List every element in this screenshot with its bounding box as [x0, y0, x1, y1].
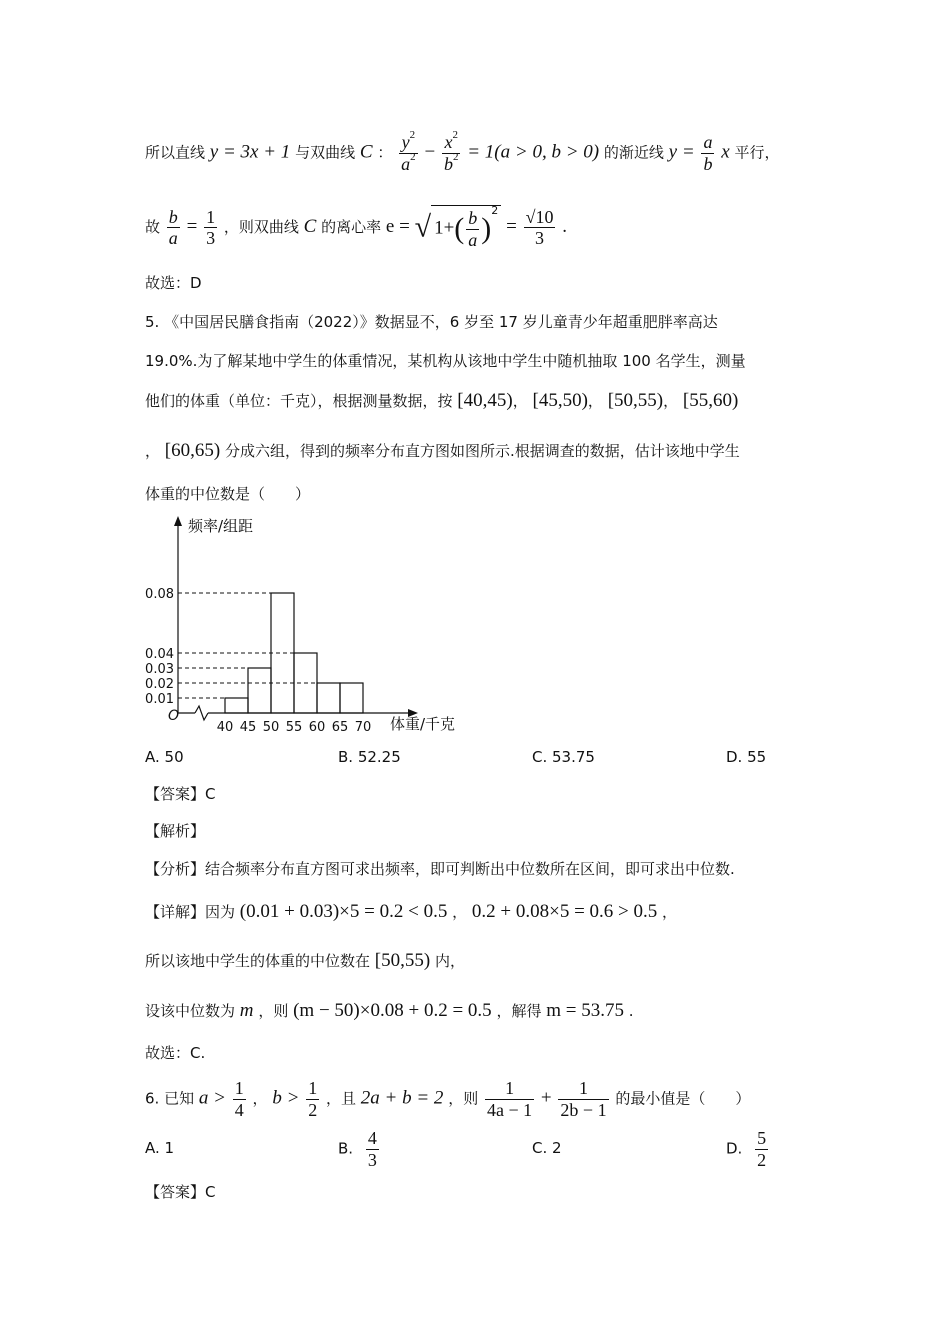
hyperbola-condition: = 1(a > 0, b > 0) — [467, 141, 600, 163]
option-d: D. 55 — [726, 748, 767, 766]
interval: [40,45) — [457, 390, 513, 411]
detail-line-1: 【详解】因为 (0.01 + 0.03)×5 = 0.2 < 0.5 ， 0.2 + 0.08×5 = 0.6 > 0.5 ， — [145, 901, 678, 922]
detail-line-3: 设该中位数为 m ，则 (m − 50)×0.08 + 0.2 = 0.5 ，解得 m = 53.75 . — [145, 1000, 634, 1021]
analysis-text: 【分析】结合频率分布直方图可求出频率，即可判断出中位数所在区间，即可求出中位数. — [145, 860, 735, 878]
text: 已知 — [164, 1089, 195, 1108]
eccentricity-label: e = — [385, 216, 410, 238]
y-axis-label: 频率/组距 — [188, 517, 254, 535]
x-tick-label: 45 — [239, 720, 257, 735]
text: ，则双曲线 — [223, 218, 299, 237]
q5-line-1: 5. 《中国居民膳食指南（2022）》数据显不，6 岁至 17 岁儿童青少年超重肥胖率高达 — [145, 313, 718, 331]
asymptote-lhs: y = — [668, 141, 695, 163]
fraction-1-3: $\frac{1}{3}$ — [206, 206, 216, 249]
sqrt-icon: √ — [414, 210, 432, 244]
q5-line-4: ， [60,65) 分成六组，得到的频率分布直方图如图所示.根据调查的数据，估计该地中学生 — [145, 440, 740, 461]
line-equation: y = 3x + 1 — [209, 141, 291, 163]
x-tick-label: 65 — [331, 720, 349, 735]
q6-option-a: A. 1 — [145, 1139, 175, 1157]
equals: = — [186, 216, 198, 238]
option-b: B. 52.25 — [338, 748, 401, 766]
text: 故 — [145, 218, 161, 237]
q6-option-c: C. 2 — [532, 1139, 562, 1157]
fraction-1-2b-1: $\frac{1}{2b - 1}$ — [560, 1078, 607, 1120]
answer-q5: 【答案】C — [145, 785, 216, 803]
text: 的渐近线 — [603, 143, 664, 162]
text: ，且 — [325, 1089, 356, 1108]
text: 他们的体重（单位：千克），根据测量数据，按 — [145, 392, 453, 410]
sqrt-body: 1+( $\frac{b}{a}$ )$^2$ — [431, 205, 501, 250]
text: 分成六组，得到的频率分布直方图如图所示.根据调查的数据，估计该地中学生 — [224, 442, 740, 460]
solution-line-1: 所以直线 y = 3x + 1 与双曲线 C ： $\frac{y^2}{a^2}$ − $\frac{x^2}{b^2}$ = 1(a > 0, b > 0) 的渐近线 y = $\frac{a}{b}$ x 平行， — [145, 129, 780, 174]
histogram-bar — [317, 683, 340, 713]
fraction-y2-a2: $\frac{y^2}{a^2}$ — [401, 129, 416, 174]
interval: [50,55) — [374, 950, 431, 971]
text: 的离心率 — [321, 218, 382, 237]
inequality: a > — [198, 1087, 226, 1109]
histogram-bar — [225, 698, 248, 713]
interval: [45,50) — [532, 390, 588, 411]
fraction-1-2: $\frac{1}{2}$ — [308, 1078, 318, 1120]
interval: [50,55) — [607, 390, 664, 411]
histogram-bar — [340, 683, 363, 713]
q5-line-3: 他们的体重（单位：千克），根据测量数据，按 [40,45)， [45,50)， [50,55)， [55,60) — [145, 390, 739, 411]
condition: 2a + b = 2 — [360, 1087, 444, 1109]
histogram-bar — [248, 668, 271, 713]
q5-line-5: 体重的中位数是（ ） — [145, 485, 311, 503]
axis-break-icon — [195, 706, 208, 720]
text: 所以该地中学生的体重的中位数在 — [145, 952, 371, 970]
text: 平行， — [734, 143, 780, 162]
question-number: 6. — [145, 1089, 160, 1108]
x-tick-label: 40 — [216, 720, 234, 735]
origin-label: O — [168, 708, 180, 724]
equation: (0.01 + 0.03)×5 = 0.2 < 0.5 — [239, 901, 448, 922]
var-m: m — [239, 1000, 254, 1021]
answer-final-q5: 故选：C. — [145, 1044, 206, 1062]
q6-line: 6. 已知 a > $\frac{1}{4}$ ， b > $\frac{1}{2}$ ，且 2a + b = 2 ，则 $\frac{1}{4a - 1}$ + $\frac{1}{2b - 1}$ 的最小值是（ ） — [145, 1078, 751, 1120]
q5-line-2: 19.0%.为了解某地中学生的体重情况，某机构从该地中学生中随机抽取 100 名学生，测量 — [145, 352, 746, 370]
x-tick-label: 50 — [262, 720, 280, 735]
text: ，则 — [258, 1002, 289, 1020]
x-tick-label: 55 — [285, 720, 303, 735]
y-tick-label: 0.01 — [145, 692, 174, 707]
x-tick-label: 70 — [354, 720, 372, 735]
curve-name: C — [303, 216, 317, 238]
fraction-root10-3: $\frac{√10}{3}$ — [525, 206, 554, 249]
period: . — [562, 216, 567, 238]
y-tick-label: 0.04 — [145, 647, 174, 662]
curve-name: C — [359, 141, 373, 163]
text: ，则 — [448, 1089, 479, 1108]
text: 的最小值是（ ） — [615, 1089, 751, 1108]
var-x: x — [721, 141, 730, 163]
text: ，解得 — [496, 1002, 542, 1020]
y-tick-label: 0.02 — [145, 677, 174, 692]
equation: 0.2 + 0.08×5 = 0.6 > 0.5 — [471, 901, 658, 922]
y-axis-arrow-icon — [174, 516, 182, 526]
fraction-b-a: $\frac{b}{a}$ — [168, 206, 178, 249]
y-tick-label: 0.08 — [145, 587, 174, 602]
analysis-heading: 【解析】 — [145, 822, 206, 840]
interval: [55,60) — [682, 390, 739, 411]
detail-line-2 — [145, 951, 465, 970]
fraction-1-4: $\frac{1}{4}$ — [234, 1078, 244, 1120]
histogram-chart — [140, 512, 480, 737]
text: 【详解】因为 — [145, 903, 236, 921]
text: ： — [377, 143, 393, 162]
answer-q6: 【答案】C — [145, 1183, 216, 1201]
x-tick-label: 60 — [308, 720, 326, 735]
x-axis-label: 体重/千克 — [390, 715, 456, 733]
text: 与双曲线 — [295, 143, 356, 162]
y-tick-label: 0.03 — [145, 662, 174, 677]
answer-q4: 故选：D — [145, 274, 202, 292]
equation: (m − 50)×0.08 + 0.2 = 0.5 — [293, 1000, 492, 1021]
interval: [60,65) — [164, 440, 221, 461]
fraction-a-b: $\frac{a}{b}$ — [703, 132, 713, 174]
solution-line-2 — [145, 205, 567, 250]
fraction-1-4a-1: $\frac{1}{4a - 1}$ — [487, 1078, 533, 1120]
q6-option-d: D. $\frac{5}{2}$ — [726, 1128, 767, 1170]
fraction-x2-b2: $\frac{x^2}{b^2}$ — [443, 129, 459, 174]
equation: m = 53.75 — [546, 1000, 624, 1021]
text: 所以直线 — [145, 143, 206, 162]
option-a: A. 50 — [145, 748, 184, 766]
inequality: b > — [272, 1087, 300, 1109]
option-c: C. 53.75 — [532, 748, 595, 766]
q6-option-b: B. $\frac{4}{3}$ — [338, 1128, 377, 1170]
text: 内， — [434, 952, 465, 970]
equals: = — [506, 216, 517, 238]
text: 设该中位数为 — [145, 1002, 236, 1020]
